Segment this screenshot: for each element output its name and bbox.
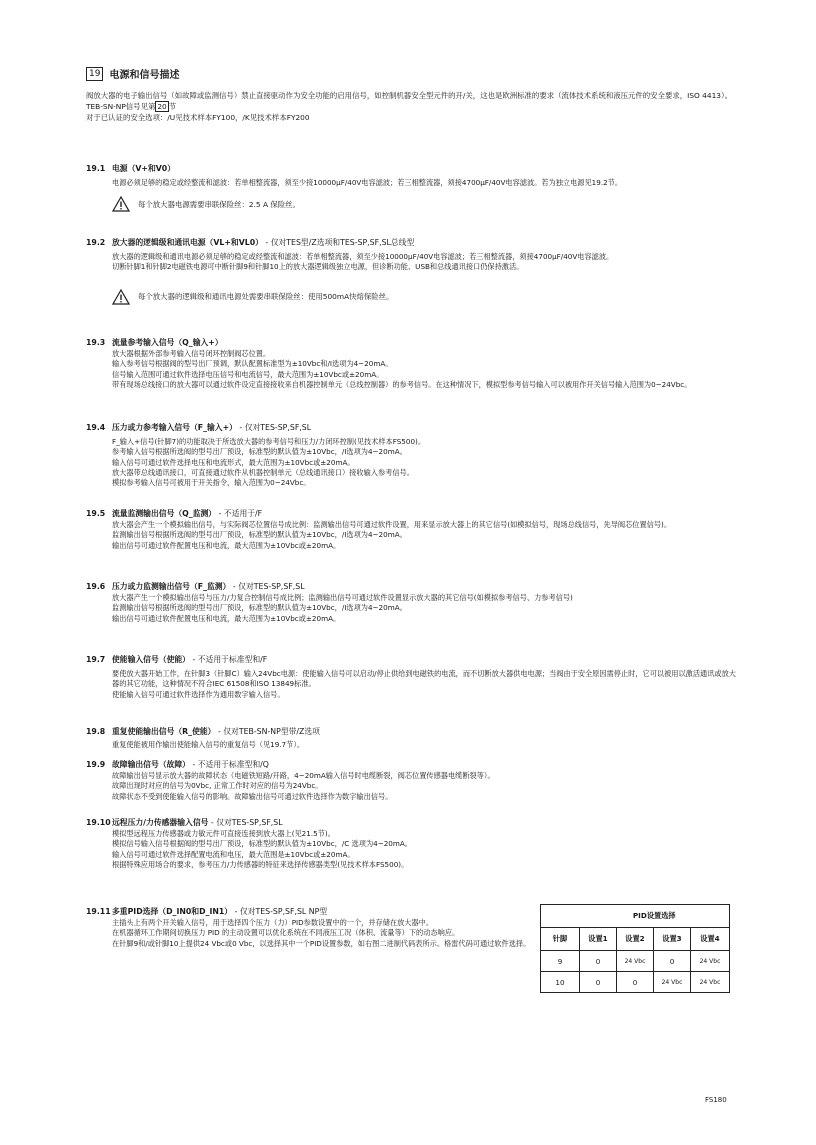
section-name: 远程压力/力传感器输入信号 [112,818,209,827]
paragraph: 模拟参考输入信号可被用于开关指令，输入范围为0~24Vbc。 [112,478,311,488]
section-body [112,593,736,624]
paragraph: 在针脚9和/或针脚10上提供24 Vbc或0 Vbc，以选择其中一个PID设置参数，如右图二进制代码表所示。格雷代码可通过软件选择。 [112,938,531,948]
section-num: 19.2 [86,238,106,247]
section-name: 多重PID选择（D_IN0和D_IN1） [112,907,233,916]
section-title-19-5 [86,508,736,519]
section-19-1 [86,163,736,212]
intro-line-2-post: 节 [168,102,177,111]
table-cell: 24 Vbc [654,972,691,993]
section-title-19-11 [86,906,536,917]
table-row [541,972,730,993]
section-19-2 [86,237,736,305]
paragraph: 要使放大器开始工作，在针脚3（针脚C）输入24Vbc电源：使能输入信号可以启动/停止供给到电磁铁的电流，而不切断放大器供电电源；当阀由于安全原因需停止时，它可以被用以激活通讯或放大器的其它功能，这种情况不符合IEC 61508和ISO 13849标准。 [112,669,736,689]
section-num: 19.5 [86,509,106,518]
paragraph: 放大器根据外部参考输入信号闭环控制阀芯位置。 [112,349,271,358]
section-number-box: 19 [86,67,103,81]
intro-line-2-pre: TEB-SN-NP信号见第 [86,102,156,111]
section-title-19-7 [86,654,736,665]
section-note: - 仅对TES-SP,SF,SL NP型 [232,907,328,916]
section-num: 19.4 [86,423,106,432]
section-title-19-1 [86,163,736,174]
table-cell: 0 [580,972,617,993]
paragraph: 输入参考信号根据阀的型号出厂预调，默认配置标准型为±10Vbc和/I选项为4~20mA。 [112,359,393,369]
section-note: - 仅对TES型/Z选项和TES-SP,SF,SL总线型 [262,238,415,247]
paragraph: 主插头上有两个开关输入信号，用于选择四个压力（力）PID参数设置中的一个，并存储在放大器中。 [112,918,434,927]
table-caption-row [541,905,730,928]
section-num: 19.10 [86,818,111,827]
table-corner [541,905,580,928]
section-19-6 [86,581,736,624]
table-cell: 10 [541,972,580,993]
section-name: 电源（V+和V0） [112,164,176,173]
section-19-11 [86,906,536,949]
warning [112,196,736,212]
section-name: 使能输入信号（使能） [112,655,190,664]
section-title-19-2 [86,237,736,248]
section-19-3 [86,337,736,390]
table-cell: 9 [541,951,580,972]
paragraph: 监测输出信号根据所选阀的型号出厂预设，标准型的默认值为±10Vbc，/I选项为4~20mA。 [112,530,407,540]
table-cell: 0 [617,972,654,993]
section-header [86,66,179,81]
section-body [112,918,536,949]
table-caption: PID设置选择 [580,905,730,928]
section-body [112,829,736,870]
section-body [112,669,736,700]
table-cell: 24 Vbc [617,951,654,972]
intro-line-1: 阀放大器的电子输出信号（如故障或监测信号）禁止直接驱动作为安全功能的启用信号，如控制机器安全型元件的开/关，这也是欧洲标准的要求（流体技术系统和液压元件的安全要求，ISO 4413）。 [86,91,733,100]
section-note: - 不适用于/F [216,509,263,518]
paragraph: 切断针脚1和针脚2电磁铁电源可中断针脚9和针脚10上的放大器逻辑级独立电源，但诊断功能、USB和总线通讯接口仍保持激活。 [112,262,524,272]
section-num: 19.9 [86,760,106,769]
page-number: FS180 [705,1096,727,1104]
intro-text [86,90,736,123]
section-num: 19.8 [86,727,106,736]
section-num: 19.1 [86,164,106,173]
section-19-7 [86,654,736,700]
section-19-8 [86,726,736,750]
paragraph: 在机器循环工作期间切换压力 PID 的主动设置可以优化系统在不同液压工况（体积、流量等）下的动态响应。 [112,928,460,938]
warning-text: 每个放大器电源需要串联保险丝：2.5 A 保险丝。 [138,199,300,209]
section-num: 19.7 [86,655,106,664]
section-num: 19.3 [86,338,106,347]
paragraph: 模拟型远程压力传感器或力敏元件可直接连接到放大器上(见21.5节)。 [112,829,335,838]
paragraph: 参考输入信号根据所选阀的型号出厂预设，标准型的默认值为±10Vbc，/I选项为4~20mA。 [112,447,407,457]
paragraph: F_输入+信号(针脚7)的功能取决于所选放大器的参考信号和压力/力闭环控制(见技术样本FS500)。 [112,437,426,446]
warning-text: 每个放大器的逻辑级和通讯电源处需要串联保险丝：使用500mA快熔保险丝。 [138,292,394,302]
paragraph: 输入信号可通过软件选择配置电流和电压，最大范围是±10Vbc或±20mA。 [112,849,355,859]
section-note: - 仅对TES-SP,SF,SL [230,582,305,591]
section-19-5 [86,508,736,551]
section-19-9 [86,759,736,802]
paragraph: 监测输出信号根据所选阀的型号出厂预设，标准型的默认值为±10Vbc，/I选项为4~20mA。 [112,603,407,613]
table-row [541,951,730,972]
section-body [112,740,736,750]
warning-triangle-icon [112,289,130,305]
section-title-19-4 [86,422,736,433]
section-body [112,771,736,802]
section-name: 放大器的逻辑级和通讯电源（VL+和VL0） [112,238,263,247]
paragraph: 输出信号可通过软件配置电压和电流，最大范围为±10Vbc或±20mA。 [112,613,341,623]
section-title-19-10 [86,817,736,828]
section-note: - 不适用于标准型和/F [189,655,268,664]
table-cell: 0 [654,951,691,972]
paragraph: 带有现场总线接口的放大器可以通过软件设定直接接收来自机器控制单元（总线控制器）的参考信号。在这种情况下，模拟型参考信号输入可以被用作开关信号输入范围为0~24Vbc。 [112,379,692,389]
section-num: 19.11 [86,907,111,916]
section-name: 压力或力监测输出信号（F_监测） [112,582,231,591]
column-header: 设置3 [654,928,691,951]
warning-triangle-icon [112,196,130,212]
section-19-10 [86,817,736,870]
table-header-row [541,928,730,951]
paragraph: 放大器的逻辑级和通讯电源必须足够的稳定或经整流和滤波：若单相整流器，须至少接10000μF/40V电容滤波；若三相整流器，须接4700μF/40V电容滤波。 [112,252,614,261]
paragraph: 根据特殊应用场合的要求，参考压力/力传感器的特征来选择传感器类型(见技术样本FS500)。 [112,859,409,869]
paragraph: 故障输出信号显示放大器的故障状态（电磁铁短路/开路，4~20mA输入信号时电缆断裂，阀芯位置传感器电缆断裂等）。 [112,771,495,780]
paragraph: 输出信号可通过软件配置电压和电流，最大范围为±10Vbc或±20mA。 [112,540,341,550]
section-note: - 仅对TES-SP,SF,SL [208,818,283,827]
table-cell: 0 [580,951,617,972]
section-19-4 [86,422,736,488]
column-header: 设置1 [580,928,617,951]
paragraph: 放大器会产生一个模拟输出信号，与实际阀芯位置信号成比例：监测输出信号可通过软件设置，用来显示放大器上的其它信号(如模拟信号，现场总线信号，先导阀芯位置信号)。 [112,520,672,529]
table-cell: 24 Vbc [691,972,730,993]
paragraph: 放大器产生一个模拟输出信号与压力/力复合控制信号成比例；监测输出信号可通过软件设置显示放大器的其它信号(如模拟参考信号、力参考信号) [112,593,573,602]
section-title-19-6 [86,581,736,592]
section-num: 19.6 [86,582,106,591]
section-name: 重复使能输出信号（R_使能） [112,727,216,736]
table-cell: 24 Vbc [691,951,730,972]
section-name: 流量参考输入信号（Q_输入+） [112,338,223,347]
paragraph: 信号输入范围可通过软件选择电压信号和电流信号，最大范围为±10Vbc或±20mA。 [112,369,384,379]
column-header: 针脚 [541,928,580,951]
pid-settings-table [540,904,730,993]
column-header: 设置2 [617,928,654,951]
paragraph: 电源必须足够的稳定或经整流和滤波：若单相整流器，须至少接10000μF/40V电容滤波；若三相整流器，须接4700μF/40V电容滤波。若为独立电源见19.2节。 [112,178,623,187]
section-name: 压力或力参考输入信号（F_输入+） [112,423,237,432]
section-title-19-8 [86,726,736,737]
section-body [112,520,736,551]
section-body [112,252,736,273]
section-body [112,437,736,488]
section-note: - 仅对TEB-SN-NP型带/Z选项 [215,727,320,736]
paragraph: 输入信号可通过软件选择电压和电流形式，最大范围为±10Vbc或±20mA。 [112,457,355,467]
section-title-19-3 [86,337,736,348]
paragraph: 放大器带总线通讯接口，可直接通过软件从机器控制单元（总线通讯接口）接收输入参考信号。 [112,467,414,477]
paragraph: 模拟信号输入信号根据阀的型号出厂预设，标准型的默认值为±10Vbc，/C 选项为4~20mA。 [112,839,412,849]
section-note: - 不适用于标准型和/Q [189,760,269,769]
paragraph: 使能输入信号可通过软件选择作为通用数字输入信号。 [112,689,285,699]
intro-line-2 [86,101,736,112]
warning [112,289,736,305]
paragraph: 故障状态不受到使能输入信号的影响。故障输出信号可通过软件选择作为数字输出信号。 [112,791,393,801]
paragraph: 重复使能被用作输出使能输入信号的重复信号（见19.7节）。 [112,740,305,749]
section-ref-box[interactable]: 20 [157,102,167,111]
paragraph: 故障出现时对应的信号为0Vbc, 正常工作时对应的信号为24Vbc。 [112,781,323,791]
section-body [112,178,736,188]
intro-line-3: 对于已认证的安全选项：/U见技术样本FY100，/K见技术样本FY200 [86,113,310,122]
section-name: 流量监测输出信号（Q_监测） [112,509,217,518]
column-header: 设置4 [691,928,730,951]
section-body [112,349,736,390]
section-name: 故障输出信号（故障） [112,760,190,769]
section-title: 电源和信号描述 [109,70,180,81]
section-note: - 仅对TES-SP,SF,SL [236,423,312,432]
section-title-19-9 [86,759,736,770]
